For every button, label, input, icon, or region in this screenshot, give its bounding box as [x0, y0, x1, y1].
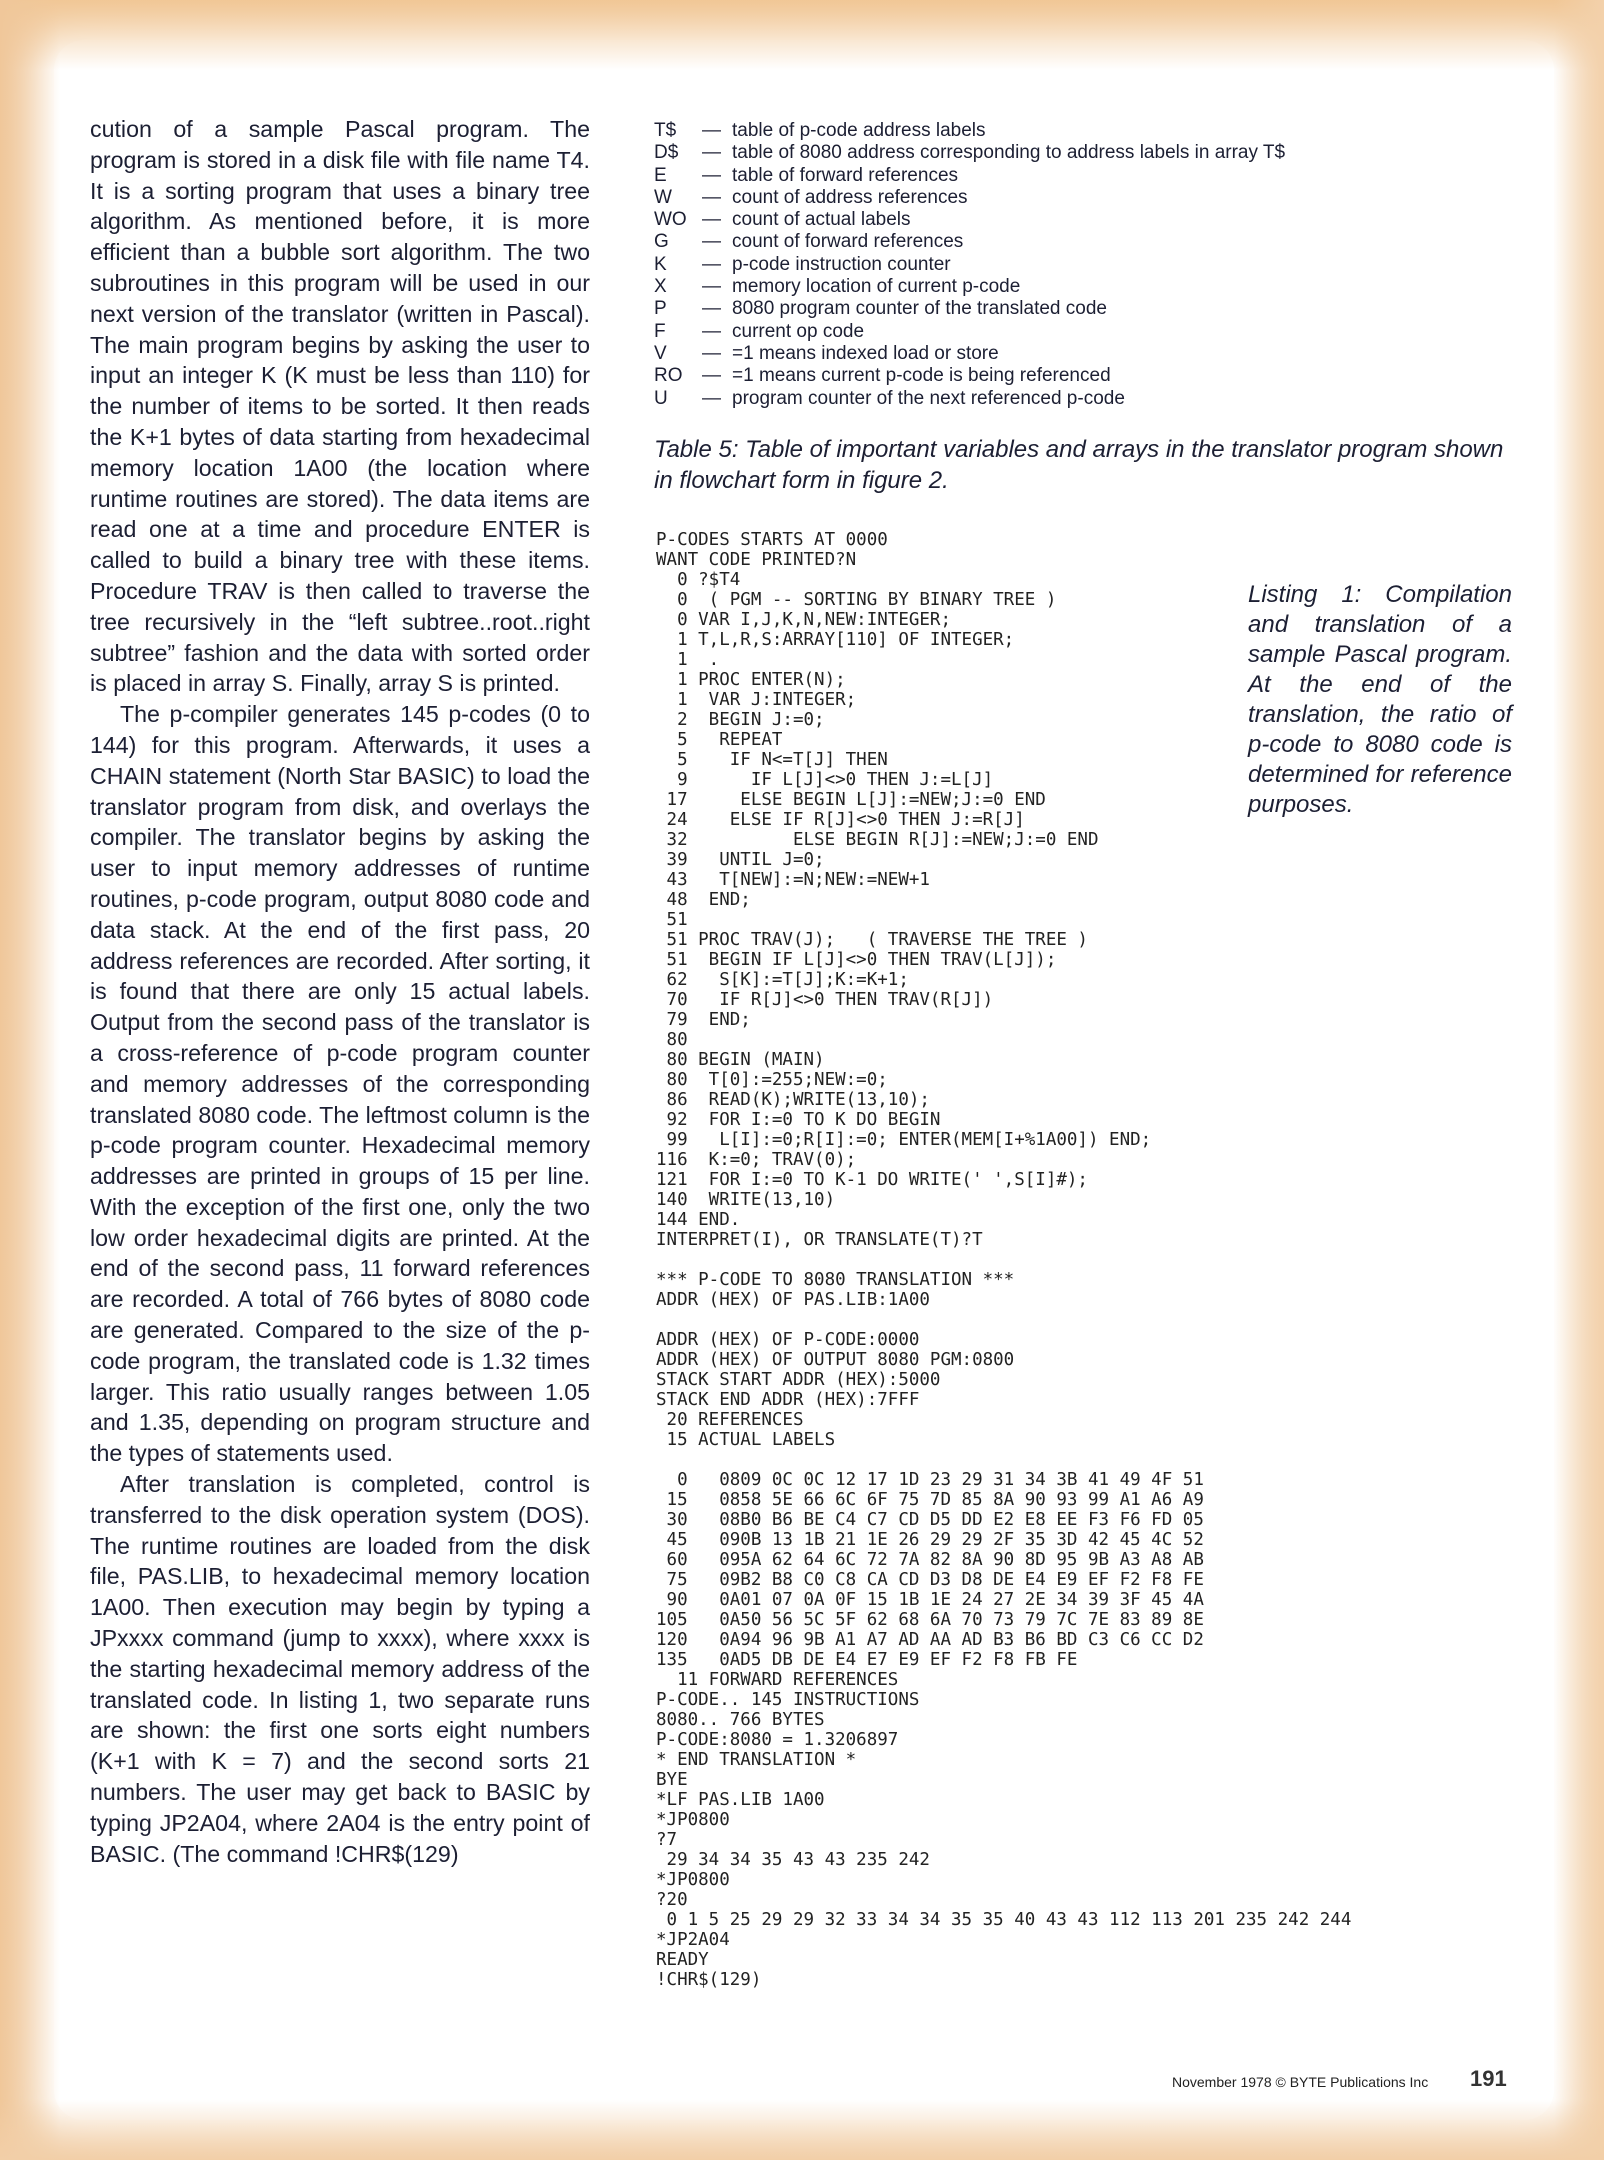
variable-name: P [654, 298, 667, 320]
variable-name: K [654, 253, 667, 275]
variable-name: D$ [654, 142, 679, 164]
variables-table-row [654, 276, 1554, 298]
variable-name: U [654, 387, 668, 409]
body-text-column [90, 114, 590, 1869]
variable-name: V [654, 342, 667, 364]
variable-description: p-code instruction counter [732, 253, 951, 275]
variable-name: E [654, 164, 667, 186]
variable-description: =1 means current p-code is being referenced [732, 365, 1111, 387]
table-5-caption: Table 5: Table of important variables and arrays in the translator program shown in flowchart form in figure 2. [654, 436, 1504, 494]
variables-table-row [654, 142, 1554, 164]
variable-name: W [654, 186, 672, 208]
variables-table-row [654, 231, 1554, 253]
dash-separator: — [702, 387, 721, 409]
dash-separator: — [702, 120, 721, 141]
dash-separator: — [702, 320, 721, 342]
variable-description: table of p-code address labels [732, 120, 986, 141]
dash-separator: — [702, 164, 721, 186]
variables-table-row [654, 120, 1554, 142]
dash-separator: — [702, 342, 721, 364]
paragraph-2: The p-compiler generates 145 p-codes (0 to 144) for this program. Afterwards, it uses a CHAIN statement (North Star BASIC) to load the translator program from disk, and overlays the compiler. The translator begins by asking the user to input memory addresses of runtime routines, p-code program, output 8080 code and data stack. At the end of the first pass, 20 address references are recorded. After sorting, it is found that there are only 15 actual labels. Output from the second pass of the translator is a cross-reference of p-code program counter and memory addresses of the corresponding translated 8080 code. The leftmost column is the p-code program counter. Hexadecimal memory addresses are printed in groups of 15 per line. With the exception of the first one, only the two low order hexadecimal digits are printed. At the end of the second pass, 11 forward references are recorded. A total of 766 bytes of 8080 code are generated. Compared to the size of the p-code program, the translated code is 1.32 times larger. This ratio usually ranges between 1.05 and 1.35, depending on program structure and the types of statements used. [90, 701, 590, 1467]
dash-separator: — [702, 365, 721, 387]
variables-table-row [654, 343, 1554, 365]
variable-description: current op code [732, 320, 865, 342]
variables-table-row [654, 187, 1554, 209]
dash-separator: — [702, 276, 721, 298]
page-stain-left [0, 0, 60, 2160]
program-listing: P-CODES STARTS AT 0000 WANT CODE PRINTED?N 0 ?$T4 0 ( PGM -- SORTING BY BINARY TREE ) 0 VAR I,J,K,N,NEW:INTEGER; 1 T,L,R,S:ARRAY[110] OF INTEGER; 1 . 1 PROC ENTER(N); 1 VAR J:INTEGER; 2 BEGIN J:=0; 5 REPEAT 5 IF N<=T[J] THEN 9 IF L[J]<>0 THEN J:=L[J] 17 ELSE BEGIN L[J]:=NEW;J:=0 END 24 ELSE IF R[J]<>0 THEN J:=R[J] 32 ELSE BEGIN R[J]:=NEW;J:=0 END 39 UNTIL J=0; 43 T[NEW]:=N;NEW:=NEW+1 48 END; 51 51 PROC TRAV(J); ( TRAVERSE THE TREE ) 51 BEGIN IF L[J]<>0 THEN TRAV(L[J]); 62 S[K]:=T[J];K:=K+1; 70 IF R[J]<>0 THEN TRAV(R[J]) 79 END; 80 80 BEGIN (MAIN) 80 T[0]:=255;NEW:=0; 86 READ(K);WRITE(13,10); 92 FOR I:=0 TO K DO BEGIN 99 L[I]:=0;R[I]:=0; ENTER(MEM[I+%1A00]) END; 116 K:=0; TRAV(0); 121 FOR I:=0 TO K-1 DO WRITE(' ',S[I]#); 140 WRITE(13,10) 144 END. INTERPRET(I), OR TRANSLATE(T)?T *** P-CODE TO 8080 TRANSLATION *** ADDR (HEX) OF PAS.LIB:1A00 ADDR (HEX) OF P-CODE:0000 ADDR (HEX) OF OUTPUT 8080 PGM:0800 STACK START ADDR (HEX):5000 STACK END ADDR (HEX):7FFF 20 REFERENCES 15 ACTUAL LABELS 0 0809 0C 0C 12 17 1D 23 29 31 34 3B 41 49 4F 51 15 0858 5E 66 6C 6F 75 7D 85 8A 90 93 99 A1 A6 A9 30 08B0 B6 BE C4 C7 CD D5 DD E2 E8 EE F3 F6 FD 05 45 090B 13 1B 21 1E 26 29 29 2F 35 3D 42 45 4C 52 60 095A 62 64 6C 72 7A 82 8A 90 8D 95 9B A3 A8 AB 75 09B2 B8 C0 C8 CA CD D3 D8 DE E4 E9 EF F2 F8 FE 90 0A01 07 0A 0F 15 1B 1E 24 27 2E 34 39 3F 45 4A 105 0A50 56 5C 5F 62 68 6A 70 73 79 7C 7E 83 89 8E 120 0A94 96 9B A1 A7 AD AA AD B3 B6 BD C3 C6 CC D2 135 0AD5 DB DE E4 E7 E9 EF F2 F8 FB FE 11 FORWARD REFERENCES P-CODE.. 145 INSTRUCTIONS 8080.. 766 BYTES P-CODE:8080 = 1.3206897 * END TRANSLATION * BYE *LF PAS.LIB 1A00 *JP0800 ?7 29 34 34 35 43 43 235 242 *JP0800 ?20 0 1 5 25 29 29 32 33 34 34 35 35 40 43 43 112 113 201 235 242 244 *JP2A04 READY !CHR$(129) [656, 530, 1352, 1990]
dash-separator: — [702, 253, 721, 275]
variables-table [654, 120, 1554, 410]
variable-description: table of forward references [732, 164, 959, 186]
variables-table-row [654, 209, 1554, 231]
variable-name: T$ [654, 120, 677, 141]
variable-name: WO [654, 209, 687, 231]
variable-description: program counter of the next referenced p-code [732, 387, 1125, 409]
footer-credit: November 1978 © BYTE Publications Inc [1172, 2074, 1429, 2090]
variable-description: 8080 program counter of the translated code [732, 298, 1107, 320]
variable-description: count of actual labels [732, 209, 911, 231]
variable-description: count of address references [732, 186, 968, 208]
dash-separator: — [702, 142, 721, 164]
variables-table-row [654, 388, 1554, 410]
variable-description: memory location of current p-code [732, 276, 1021, 298]
paragraph-3: After translation is completed, control is transferred to the disk operation system (DOS). The runtime routines are loaded from the disk file, PAS.LIB, to hexadecimal memory location 1A00. Then execution may begin by typing a JPxxxx command (jump to xxxx), where xxxx is the starting hexadecimal memory address of the translated code. In listing 1, two separate runs are shown: the first one sorts eight numbers (K+1 with K = 7) and the second sorts 21 numbers. The user may get back to BASIC by typing JP2A04, where 2A04 is the entry point of BASIC. (The command !CHR$(129) [90, 1471, 590, 1867]
variable-description: =1 means indexed load or store [732, 342, 999, 364]
page-stain-top [0, 0, 1604, 70]
variables-table-row [654, 365, 1554, 387]
page-stain-bottom [0, 2100, 1604, 2160]
variable-name: F [654, 320, 666, 342]
dash-separator: — [702, 231, 721, 253]
variable-description: table of 8080 address corresponding to address labels in array T$ [732, 142, 1286, 164]
variable-name: RO [654, 365, 683, 387]
variable-name: X [654, 276, 667, 298]
variables-table-row [654, 321, 1554, 343]
dash-separator: — [702, 186, 721, 208]
listing-1-caption: Listing 1: Compilation and translation of a sample Pascal program. At the end of the translation, the ratio of p-code to 8080 code is determined for reference purposes. [1248, 581, 1512, 818]
variable-description: count of forward references [732, 231, 964, 253]
paragraph-1: cution of a sample Pascal program. The program is stored in a disk file with file name T4. It is a sorting program that uses a binary tree algorithm. As mentioned before, it is more efficient than a bubble sort algorithm. The two subroutines in this program will be used in our next version of the translator (written in Pascal). The main program begins by asking the user to input an integer K (K must be less than 110) for the number of items to be sorted. It then reads the K+1 bytes of data starting from hexadecimal memory location 1A00 (the location where runtime routines are stored). The data items are read one at a time and procedure ENTER is called to build a binary tree with these items. Procedure TRAV is then called to traverse the tree recursively in the “left subtree..root..right subtree” fashion and the data with sorted order is placed in array S. Finally, array S is printed. [90, 116, 590, 697]
dash-separator: — [702, 298, 721, 320]
variables-table-row [654, 165, 1554, 187]
variables-table-row [654, 254, 1554, 276]
page-number: 191 [1470, 2066, 1507, 2091]
variable-name: G [654, 231, 669, 253]
variables-table-row [654, 298, 1554, 320]
dash-separator: — [702, 209, 721, 231]
page-stain-right [1554, 0, 1604, 2160]
